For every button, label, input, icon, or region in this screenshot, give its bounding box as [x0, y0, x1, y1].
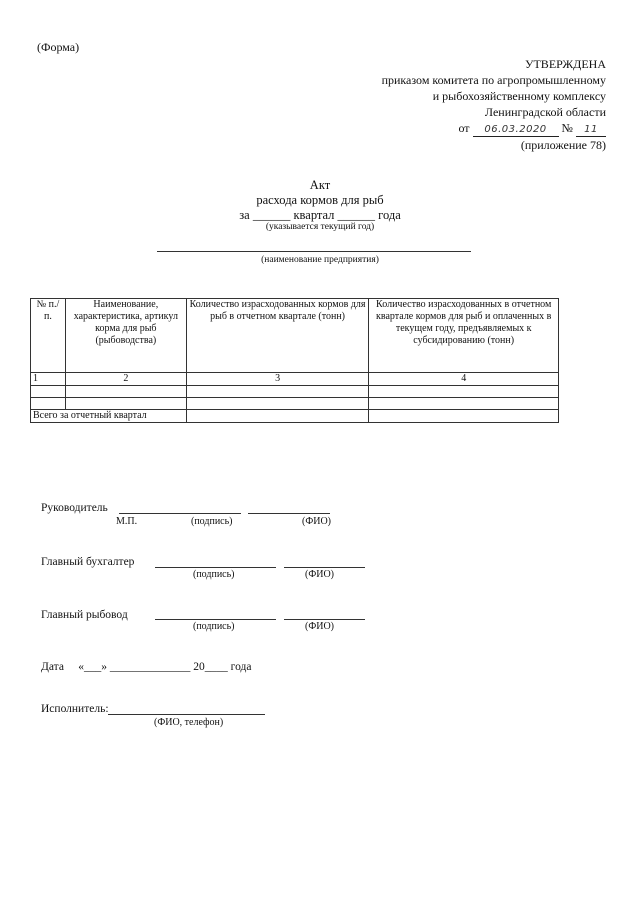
table-row: [31, 398, 559, 410]
approval-appendix: (приложение 78): [520, 138, 606, 152]
column-number: 2: [65, 373, 186, 386]
date-line: Дата «___» ______________ 20____ года: [41, 661, 252, 673]
approval-line-2: и рыбохозяйственному комплексу: [432, 89, 606, 103]
header-cell: Количество израсходованных кормов для рыб в отчетном квартале (тонн): [186, 299, 369, 373]
approval-heading: УТВЕРЖДЕНА: [524, 57, 606, 71]
fish-name-line: [284, 619, 365, 620]
act-title: Акт: [309, 178, 331, 192]
head-name-line: [248, 513, 330, 514]
accountant-name-line: [284, 567, 365, 568]
table-cell: [369, 398, 559, 410]
act-subtitle: расхода кормов для рыб: [256, 193, 384, 207]
approval-date-row: [382, 120, 606, 137]
enterprise-hint: (наименование предприятия): [261, 255, 379, 265]
date-prefix: от: [458, 121, 470, 135]
fish-feed-table: [30, 298, 559, 423]
header-cell: № п./п.: [31, 299, 66, 373]
approval-line-1: приказом комитета по агропромышленному: [381, 73, 606, 87]
fish-name-hint: (ФИО): [305, 621, 335, 632]
table-cell: [186, 386, 369, 398]
period-hint: (указывается текущий год): [265, 222, 375, 232]
head-sign-line: [119, 513, 241, 514]
accountant-label: Главный бухгалтер: [41, 556, 135, 568]
table-cell: [186, 410, 369, 423]
table-total-row: [31, 410, 559, 423]
column-number: 3: [186, 373, 369, 386]
handwritten-date: 06.03.2020: [473, 123, 559, 137]
table-cell: [186, 398, 369, 410]
head-sign-hint: (подпись): [191, 516, 233, 527]
accountant-name-hint: (ФИО): [305, 569, 335, 580]
approval-line-3: Ленинградской области: [484, 105, 606, 119]
table-cell: [65, 398, 186, 410]
table-row: [31, 386, 559, 398]
executor-hint: (ФИО, телефон): [154, 717, 224, 728]
table-cell: [31, 398, 66, 410]
enterprise-line: [157, 251, 471, 252]
act-period: за ______ квартал ______ года: [239, 208, 401, 222]
approval-block: [382, 56, 606, 153]
number-prefix: №: [561, 121, 573, 135]
handwritten-number: 11: [576, 123, 606, 137]
column-number: 1: [31, 373, 66, 386]
accountant-sign-hint: (подпись): [193, 569, 235, 580]
total-label: Всего за отчетный квартал: [31, 410, 187, 423]
head-label: Руководитель: [41, 502, 108, 514]
table-number-row: [31, 373, 559, 386]
table-cell: [369, 410, 559, 423]
table-header-row: [31, 299, 559, 373]
fish-sign-line: [155, 619, 276, 620]
executor-label: Исполнитель:: [41, 703, 109, 715]
header-cell: Наименование, характеристика, артикул корма для рыб (рыбоводства): [65, 299, 186, 373]
executor-line: [108, 714, 265, 715]
fish-sign-hint: (подпись): [193, 621, 235, 632]
fish-breeder-label: Главный рыбовод: [41, 609, 128, 621]
table-cell: [369, 386, 559, 398]
header-cell: Количество израсходованных в отчетном квартале кормов для рыб и оплаченных в текущем году, предъявляемых к субсидированию (тонн): [369, 299, 559, 373]
table-cell: [31, 386, 66, 398]
stamp-label: М.П.: [116, 516, 138, 527]
form-label: (Форма): [37, 40, 80, 54]
column-number: 4: [369, 373, 559, 386]
accountant-sign-line: [155, 567, 276, 568]
head-name-hint: (ФИО): [302, 516, 332, 527]
table-cell: [65, 386, 186, 398]
